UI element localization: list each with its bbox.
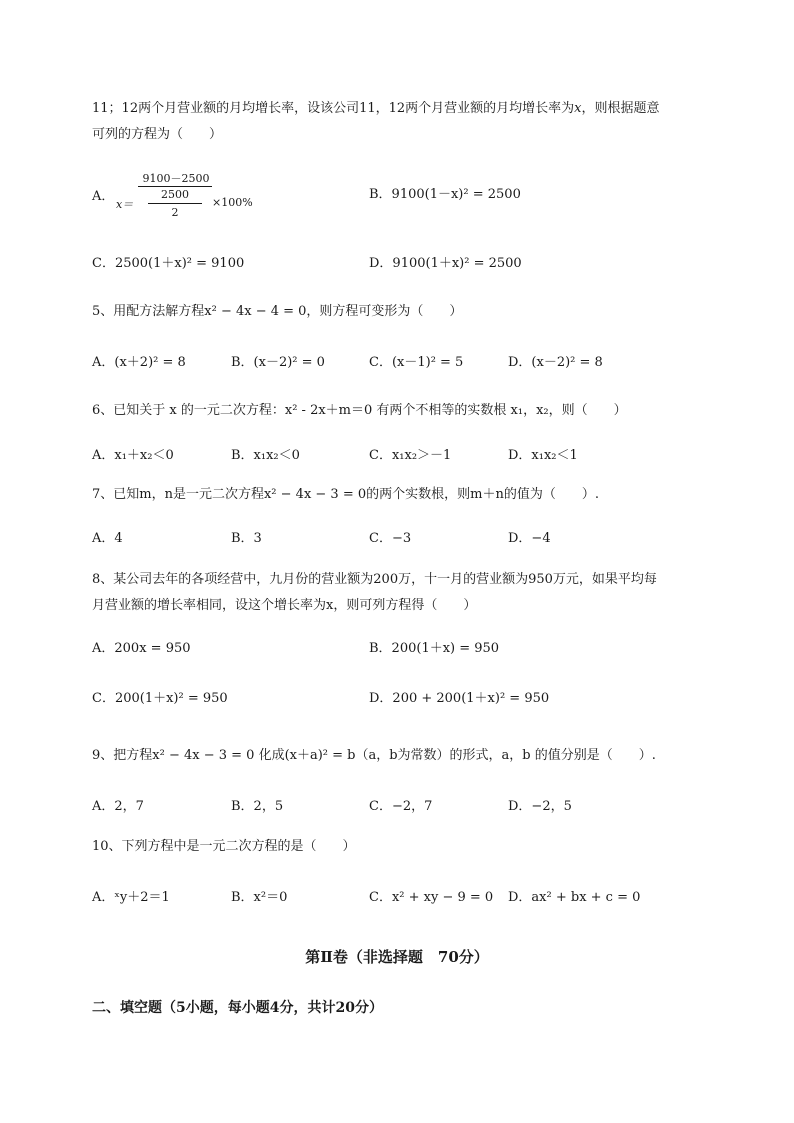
- q11-stem-line1: 11；12两个月营业额的月均增长率，设该公司11，12两个月营业额的月均增长率为x，则根据题意: [92, 101, 660, 116]
- q7-option-a: A．4: [92, 531, 123, 546]
- q11-option-c: C．2500(1＋x)² = 9100: [92, 256, 245, 271]
- q5-option-b: B．(x－2)² = 0: [231, 355, 325, 370]
- q6-option-a: A．x₁＋x₂＜0: [92, 448, 174, 463]
- fraction-inner-denominator: 2: [171, 206, 179, 219]
- q8-option-d: D．200 + 200(1＋x)² = 950: [369, 691, 550, 706]
- q11-option-b: B．9100(1－x)² = 2500: [369, 187, 521, 202]
- fraction-inner-bar: [148, 203, 202, 204]
- q6-option-b: B．x₁x₂＜0: [231, 448, 300, 463]
- q11-stem-line2: 可列的方程为（ ）: [92, 127, 223, 142]
- q10-option-b: B．x²＝0: [231, 890, 288, 905]
- q8-stem-line2: 月营业额的增长率相同，设这个增长率为x，则可列方程得（ ）: [92, 598, 477, 613]
- q10-option-a: A．ˣy＋2＝1: [92, 890, 170, 905]
- q11-option-a-label: A．: [92, 189, 115, 204]
- q6-option-c: C．x₁x₂＞－1: [369, 448, 452, 463]
- q7-option-c: C．−3: [369, 531, 412, 546]
- fraction-numerator: 9100－2500: [142, 172, 210, 185]
- q7-option-b: B．3: [231, 531, 262, 546]
- fill-in-section-heading: 二、填空题（5小题，每小题4分，共计20分）: [92, 1000, 383, 1016]
- q6-option-d: D．x₁x₂＜1: [508, 448, 578, 463]
- q10-option-c: C．x² + xy − 9 = 0: [369, 890, 494, 905]
- q11-option-d: D．9100(1＋x)² = 2500: [369, 256, 522, 271]
- q8-stem-line1: 8、某公司去年的各项经营中，九月份的营业额为200万，十一月的营业额为950万元，如果平均每: [92, 572, 657, 587]
- q5-option-d: D．(x－2)² = 8: [508, 355, 603, 370]
- q6-stem: 6、已知关于 x 的一元二次方程：x² - 2x＋m＝0 有两个不相等的实数根 x₁，x₂，则（ ）: [92, 403, 627, 418]
- fraction-inner-numerator: 2500: [161, 188, 189, 201]
- fraction-bar: [138, 186, 212, 187]
- q5-option-a: A．(x＋2)² = 8: [92, 355, 186, 370]
- q7-option-d: D．−4: [508, 531, 551, 546]
- q7-stem: 7、已知m，n是一元二次方程x² − 4x − 3 = 0的两个实数根，则m＋n的值为（ ）.: [92, 487, 599, 502]
- q5-stem: 5、用配方法解方程x² − 4x − 4 = 0，则方程可变形为（ ）: [92, 304, 463, 319]
- q8-option-a: A．200x = 950: [92, 641, 191, 656]
- section-2-title: 第Ⅱ卷（非选择题 70分）: [305, 948, 489, 966]
- q11-option-a-formula: [116, 170, 276, 224]
- fraction-lhs: x＝: [116, 198, 134, 211]
- q9-stem: 9、把方程x² − 4x − 3 = 0 化成(x＋a)² = b（a，b为常数）的形式，a，b 的值分别是（ ）.: [92, 748, 656, 763]
- fraction-percent: ×100%: [212, 196, 253, 209]
- q9-option-c: C．−2，7: [369, 799, 433, 814]
- q10-option-d: D．ax² + bx + c = 0: [508, 890, 641, 905]
- q10-stem: 10、下列方程中是一元二次方程的是（ ）: [92, 839, 356, 854]
- q8-option-b: B．200(1＋x) = 950: [369, 641, 500, 656]
- q5-option-c: C．(x－1)² = 5: [369, 355, 464, 370]
- q9-option-d: D．−2，5: [508, 799, 572, 814]
- q9-option-a: A．2，7: [92, 799, 144, 814]
- q8-option-c: C．200(1＋x)² = 950: [92, 691, 228, 706]
- q9-option-b: B．2，5: [231, 799, 284, 814]
